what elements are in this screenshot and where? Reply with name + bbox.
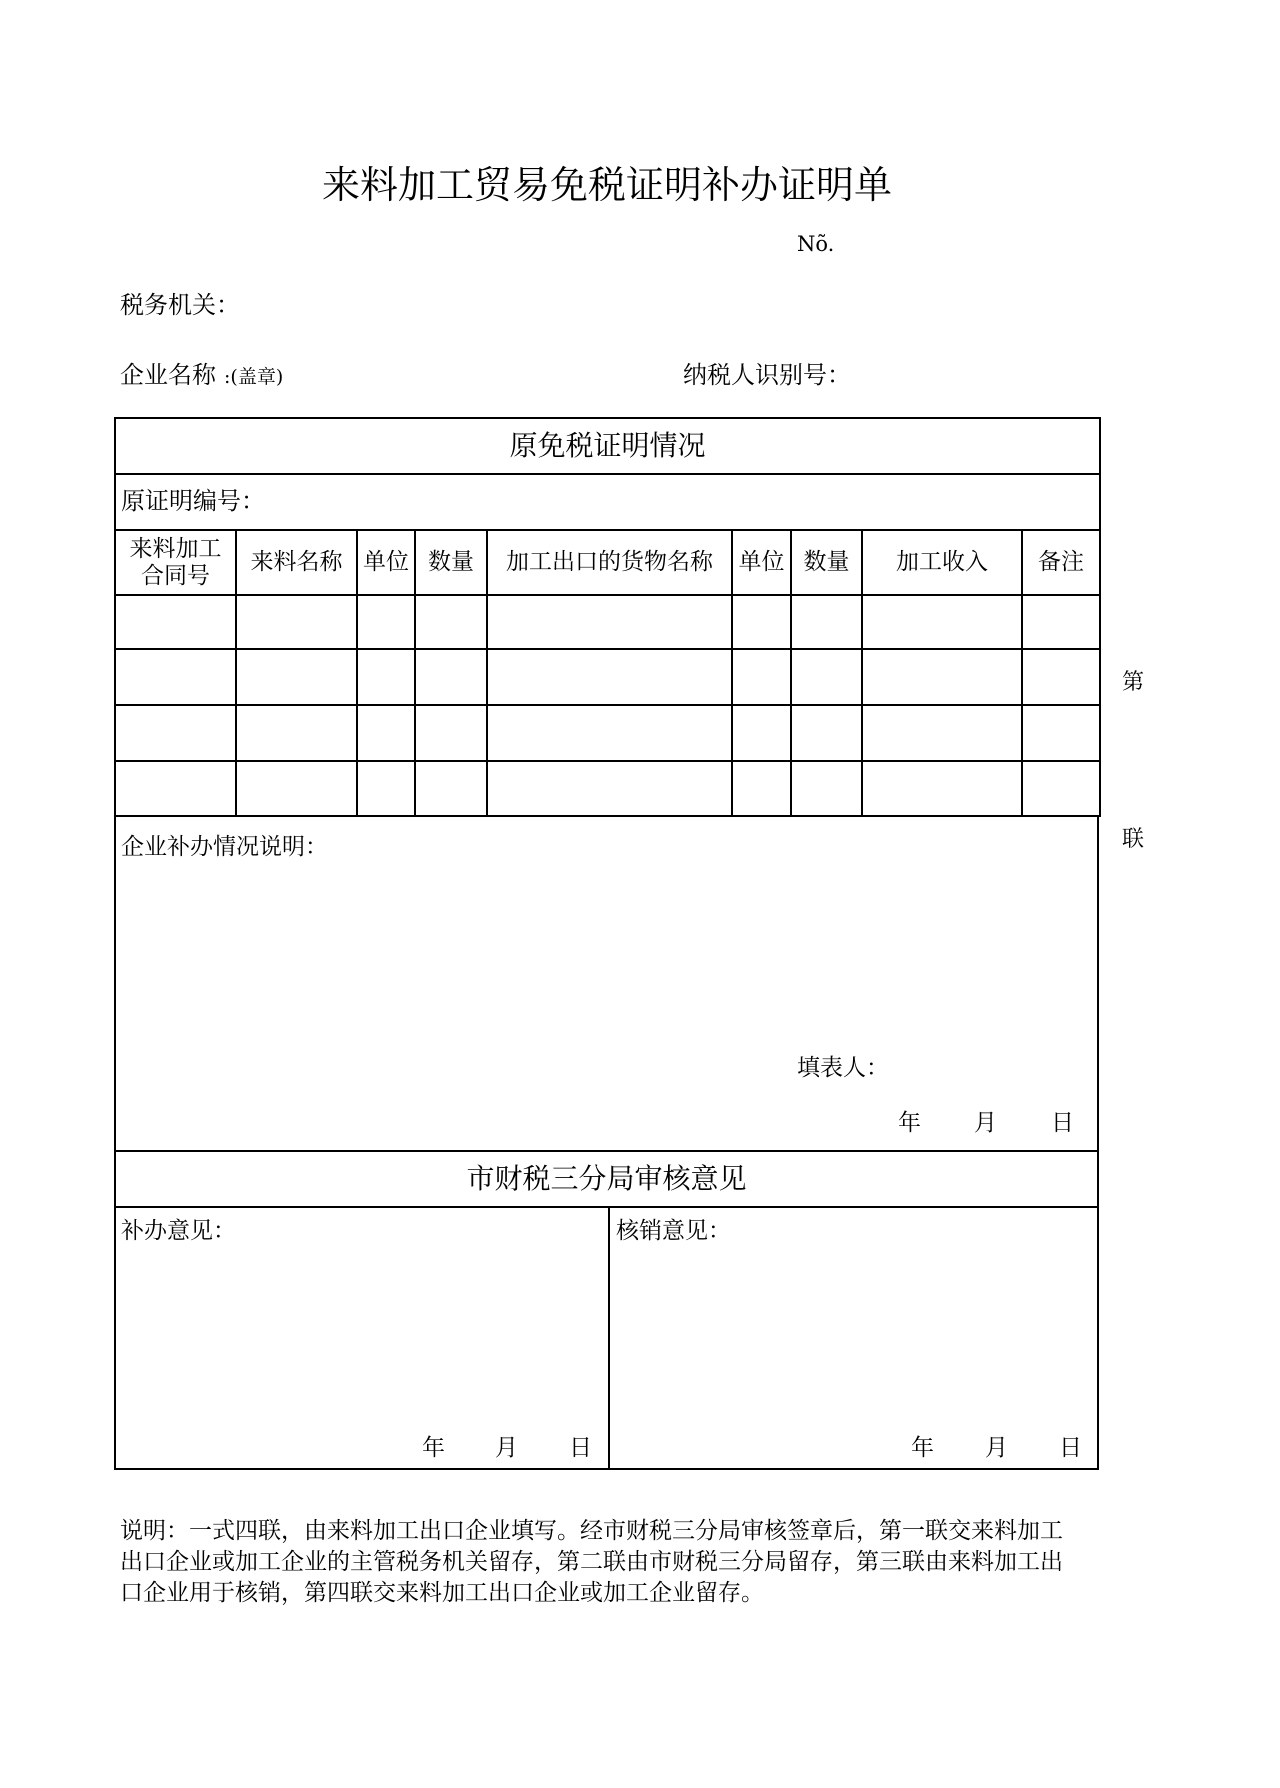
writeoff-date-month: 月 <box>985 1435 1008 1461</box>
table-cell <box>1022 595 1100 649</box>
column-header-processing-income: 加工收入 <box>862 530 1022 595</box>
table-cell <box>791 595 862 649</box>
column-header-export-goods-name: 加工出口的货物名称 <box>487 530 732 595</box>
table-cell <box>357 705 415 761</box>
tax-office-label: 税务机关： <box>120 291 240 319</box>
table-cell <box>415 761 487 816</box>
table-row <box>115 649 1100 705</box>
original-certificate-section-title: 原免税证明情况 <box>115 418 1100 474</box>
company-name-label: 企业名称 <box>120 361 216 389</box>
table-cell <box>791 705 862 761</box>
table-cell <box>1022 649 1100 705</box>
reissue-date-year: 年 <box>422 1435 445 1461</box>
table-cell <box>732 705 791 761</box>
review-section-title: 市财税三分局审核意见 <box>114 1152 1099 1208</box>
writeoff-opinion-label: 核销意见： <box>616 1218 731 1244</box>
table-cell <box>357 595 415 649</box>
company-name-field <box>120 363 283 387</box>
table-cell <box>236 595 357 649</box>
copy-marker-top: 第 <box>1122 670 1145 695</box>
table-cell <box>732 761 791 816</box>
column-header-contract-no: 来料加工 合同号 <box>115 530 236 595</box>
reissue-date-day: 日 <box>569 1435 592 1461</box>
filler-label: 填表人： <box>797 1055 889 1081</box>
column-header-export-quantity: 数量 <box>791 530 862 595</box>
table-cell <box>487 649 732 705</box>
copy-marker-bottom: 联 <box>1122 827 1145 852</box>
table-cell <box>1022 761 1100 816</box>
table-row <box>115 761 1100 816</box>
table-row <box>115 595 1100 649</box>
company-seal-note: :(盖章) <box>224 366 284 388</box>
column-header-unit: 单位 <box>357 530 415 595</box>
table-cell <box>487 705 732 761</box>
original-certificate-table <box>114 417 1101 817</box>
table-cell <box>732 595 791 649</box>
table-cell <box>862 761 1022 816</box>
serial-number-label: Nõ. <box>797 232 835 256</box>
table-cell <box>115 705 236 761</box>
table-cell <box>862 595 1022 649</box>
table-cell <box>732 649 791 705</box>
note-line: 出口企业或加工企业的主管税务机关留存，第二联由市财税三分局留存，第三联由来料加工出 <box>120 1549 1063 1575</box>
explanation-label: 企业补办情况说明： <box>121 834 328 860</box>
table-cell <box>115 595 236 649</box>
table-cell <box>236 761 357 816</box>
writeoff-date-year: 年 <box>911 1435 934 1461</box>
date-year-label: 年 <box>898 1110 921 1136</box>
table-cell <box>115 649 236 705</box>
column-header-quantity: 数量 <box>415 530 487 595</box>
table-cell <box>357 761 415 816</box>
table-cell <box>415 705 487 761</box>
review-divider <box>608 1208 610 1468</box>
table-cell <box>862 649 1022 705</box>
table-cell <box>357 649 415 705</box>
table-cell <box>487 761 732 816</box>
note-line: 说明：一式四联，由来料加工出口企业填写。经市财税三分局审核签章后，第一联交来料加工 <box>120 1518 1063 1544</box>
form-title: 来料加工贸易免税证明补办证明单 <box>322 163 893 207</box>
table-row <box>115 705 1100 761</box>
instructions-note <box>120 1516 1063 1609</box>
table-cell <box>415 649 487 705</box>
form-table <box>114 417 1099 1470</box>
table-cell <box>487 595 732 649</box>
original-cert-number-label: 原证明编号： <box>115 474 1100 530</box>
column-header-material-name: 来料名称 <box>236 530 357 595</box>
taxpayer-id-label: 纳税人识别号： <box>683 361 851 389</box>
date-month-label: 月 <box>974 1110 997 1136</box>
reissue-date-month: 月 <box>495 1435 518 1461</box>
column-header-remarks: 备注 <box>1022 530 1100 595</box>
table-cell <box>236 705 357 761</box>
writeoff-date-day: 日 <box>1059 1435 1082 1461</box>
column-header-export-unit: 单位 <box>732 530 791 595</box>
table-cell <box>236 649 357 705</box>
table-header-row <box>115 530 1100 595</box>
reissue-opinion-label: 补办意见： <box>121 1218 236 1244</box>
note-line: 口企业用于核销，第四联交来料加工出口企业或加工企业留存。 <box>120 1580 764 1606</box>
review-section <box>114 1208 1099 1470</box>
table-cell <box>415 595 487 649</box>
table-cell <box>115 761 236 816</box>
table-cell <box>791 761 862 816</box>
table-cell <box>862 705 1022 761</box>
table-cell <box>791 649 862 705</box>
explanation-section <box>114 817 1099 1152</box>
date-day-label: 日 <box>1051 1110 1074 1136</box>
table-cell <box>1022 705 1100 761</box>
